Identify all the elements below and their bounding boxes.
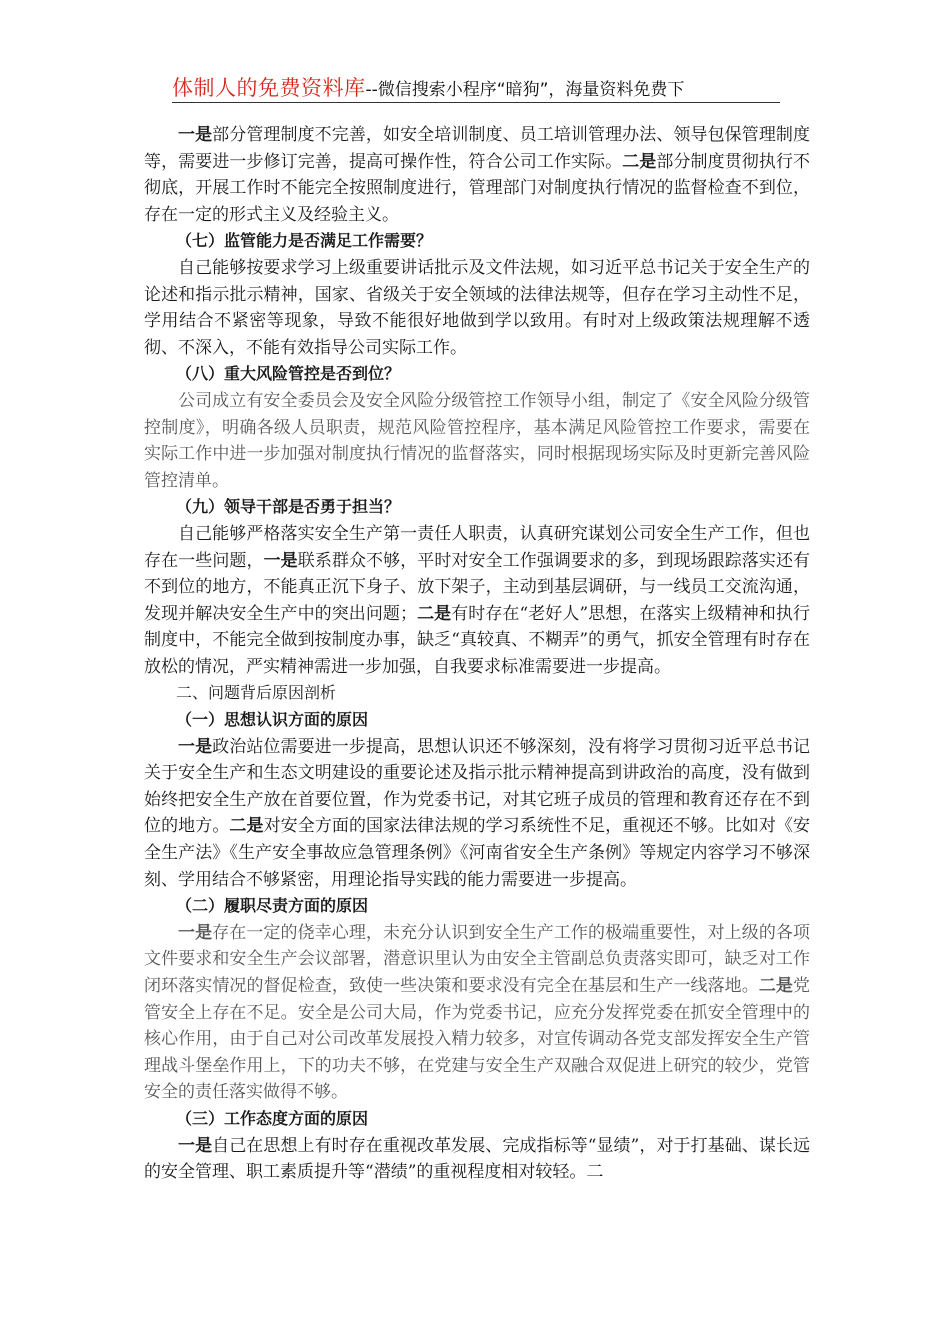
paragraph: 自己能够按要求学习上级重要讲话批示及文件法规，如习近平总书记关于安全生产的论述和指示批示精神，国家、省级关于安全领域的法律法规等，但存在学习主动性不足，学用结合不紧密等现象，导致不能很好地做到学以致用。有时对上级政策法规理解不透彻、不深入，不能有效指导公司实际工作。 <box>144 257 810 358</box>
marker: 一是 <box>178 1135 213 1156</box>
paragraph-text: 有时存在“老好人”思想，在落实上级精神和执行制度中，不能完全做到按制度办事，缺乏“真较真、不糊弄”的勇气，抓安全管理有时存在放松的情况，严实精神需进一步加强，自我要求标准需要进一步提高。 <box>144 603 811 677</box>
paragraph <box>144 734 810 894</box>
marker: 二是 <box>622 151 657 172</box>
marker: 二是 <box>417 603 452 624</box>
header-brand: 体制人的免费资料库 <box>172 76 366 100</box>
marker: 二是 <box>229 816 264 837</box>
subheading: （八）重大风险管控是否到位？ <box>176 364 401 384</box>
document-body <box>144 122 810 1186</box>
subheading: （七）监管能力是否满足工作需要？ <box>176 231 433 251</box>
paragraph-text: 存在一定的侥幸心理，未充分认识到安全生产工作的极端重要性，对上级的各项文件要求和安全生产会议部署，潜意识里认为由安全主管副总负责落实即可，缺乏对工作闭环落实情况的督促检查，致使一些决策和要求没有完全在基层和生产一线落地。 <box>144 922 811 996</box>
marker: 一是 <box>263 550 298 571</box>
section-heading: 二、问题背后原因剖析 <box>176 683 337 703</box>
marker: 二是 <box>758 976 794 996</box>
paragraph <box>144 521 810 681</box>
paragraph <box>144 920 810 1106</box>
paragraph-text: 政治站位需要进一步提高，思想认识还不够深刻，没有将学习贯彻习近平总书记关于安全生产和生态文明建设的重要论述及指示批示精神提高到讲政治的高度，没有做到始终把安全生产放在首要位置，作为党委书记，对其它班子成员的管理和教育还存在不到位的地方。 <box>144 736 811 837</box>
paragraph-text: 联系群众不够，平时对安全工作强调要求的多，到现场跟踪落实还有不到位的地方，不能真正沉下身子、放下架子，主动到基层调研，与一线员工交流沟通，发现并解决安全生产中的突出问题； <box>144 550 811 624</box>
subheading: （九）领导干部是否勇于担当？ <box>176 497 401 517</box>
paragraph-text: 党管安全上存在不足。安全是公司大局，作为党委书记，应充分发挥党委在抓安全管理中的核心作用，由于自己对公司改革发展投入精力较多，对宣传调动各党支部发挥安全生产管理战斗堡垒作用上，下的功夫不够，在党建与安全生产双融合双促进上研究的较少，党管安全的责任落实做得不够。 <box>144 976 811 1103</box>
paragraph <box>144 122 810 228</box>
paragraph-text: 部分制度贯彻执行不彻底，开展工作时不能完全按照制度进行，管理部门对制度执行情况的监督检查不到位，存在一定的形式主义及经验主义。 <box>144 151 811 225</box>
paragraph-text: 部分管理制度不完善，如安全培训制度、员工培训管理办法、领导包保管理制度等，需要进一步修订完善，提高可操作性，符合公司工作实际。 <box>144 125 811 172</box>
paragraph: 公司成立有安全委员会及安全风险分级管控工作领导小组，制定了《安全风险分级管控制度》，明确各级人员职责，规范风险管控程序，基本满足风险管控工作要求，需要在实际工作中进一步加强对制度执行情况的监督落实，同时根据现场实际及时更新完善风险管控清单。 <box>144 390 810 491</box>
subheading: （三）工作态度方面的原因 <box>176 1108 369 1128</box>
header-tagline: --微信搜索小程序“暗狗”，海量资料免费下 <box>365 80 685 100</box>
paragraph <box>144 1133 810 1186</box>
paragraph-text: 自己能够严格落实安全生产第一责任人职责，认真研究谋划公司安全生产工作，但也存在一些问题， <box>144 523 810 571</box>
subheading: （一）思想认识方面的原因 <box>176 710 369 730</box>
page-header <box>172 72 780 103</box>
marker: 一是 <box>178 736 213 757</box>
paragraph-text: 对安全方面的国家法律法规的学习系统性不足，重视还不够。比如对《安全生产法》《生产安全事故应急管理条例》《河南省安全生产条例》等规定内容学习不够深刻、学用结合不够紧密，用理论指导实践的能力需要进一步提高。 <box>144 816 811 890</box>
paragraph-text: 自己在思想上有时存在重视改革发展、完成指标等“显绩”，对于打基础、谋长远的安全管理、职工素质提升等“潜绩”的重视程度相对较轻。二 <box>144 1135 811 1183</box>
subheading: （二）履职尽责方面的原因 <box>176 896 369 916</box>
marker: 一是 <box>178 922 213 943</box>
marker: 一是 <box>178 125 213 145</box>
